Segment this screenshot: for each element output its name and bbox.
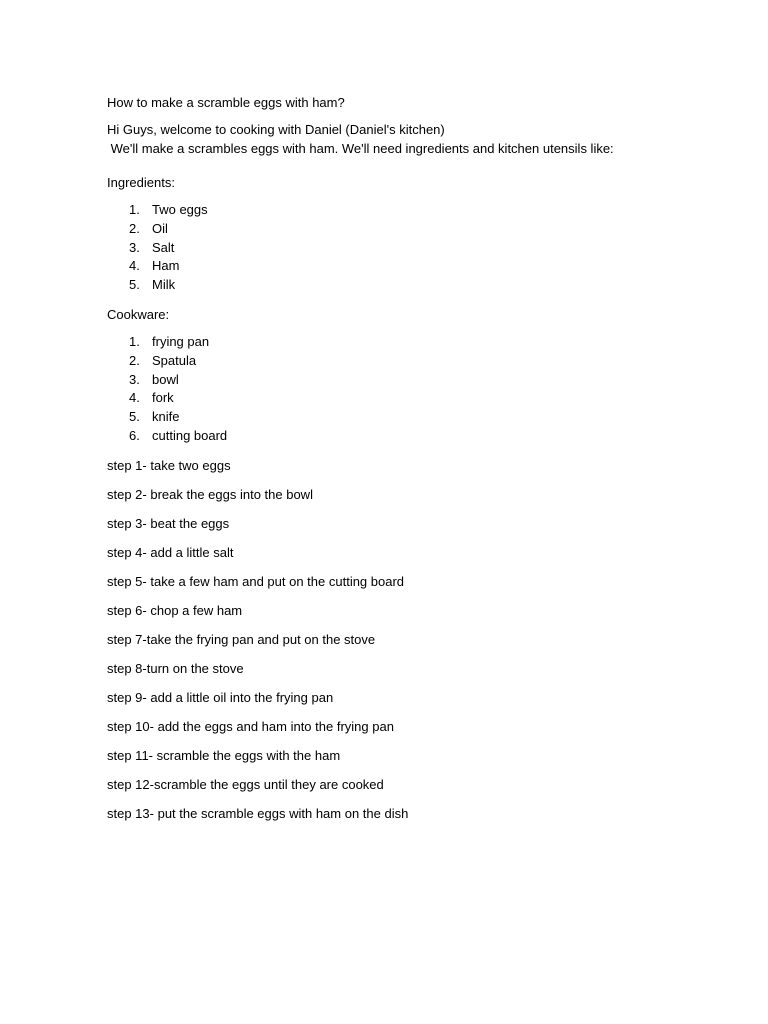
step-1: step 1- take two eggs [107, 457, 231, 473]
document-page [107, 93, 707, 833]
list-text: frying pan [152, 333, 210, 349]
document-title: How to make a scramble eggs with ham? [107, 95, 345, 110]
step-8: step 8-turn on the stove [107, 660, 244, 676]
ingredients-list [107, 201, 707, 295]
list-item [107, 352, 707, 371]
intro-line-1: Hi Guys, welcome to cooking with Daniel (Daniel's kitchen) [107, 122, 445, 137]
step-2: step 2- break the eggs into the bowl [107, 486, 313, 502]
list-number: 1. [129, 333, 140, 349]
list-text: bowl [152, 371, 179, 387]
list-number: 4. [129, 258, 140, 274]
step-7: step 7-take the frying pan and put on the stove [107, 631, 376, 647]
list-text: Spatula [152, 352, 197, 368]
list-item [107, 239, 707, 258]
step-6: step 6- chop a few ham [107, 602, 243, 618]
list-text: Ham [152, 258, 180, 274]
list-number: 3. [129, 371, 140, 387]
ingredients-heading: Ingredients: [107, 175, 175, 190]
list-text: cutting board [152, 427, 228, 443]
list-item [107, 333, 707, 352]
list-item [107, 257, 707, 276]
step-12: step 12-scramble the eggs until they are cooked [107, 776, 384, 792]
list-text: knife [152, 409, 180, 425]
list-text: Salt [152, 239, 175, 255]
list-number: 2. [129, 220, 140, 236]
cookware-heading: Cookware: [107, 306, 170, 322]
step-13: step 13- put the scramble eggs with ham on the dish [107, 805, 409, 821]
list-item [107, 220, 707, 239]
list-number: 4. [129, 390, 140, 406]
step-9: step 9- add a little oil into the frying pan [107, 689, 334, 705]
intro-line-2: We'll make a scrambles eggs with ham. We'll need ingredients and kitchen utensils like: [107, 141, 614, 156]
step-4: step 4- add a little salt [107, 544, 234, 560]
list-text: Oil [152, 220, 168, 236]
step-10: step 10- add the eggs and ham into the frying pan [107, 718, 394, 734]
list-number: 1. [129, 202, 140, 217]
list-number: 5. [129, 277, 140, 293]
list-number: 3. [129, 239, 140, 255]
list-item [107, 427, 707, 446]
list-item [107, 276, 707, 295]
cookware-list [107, 333, 707, 446]
steps-section [107, 456, 707, 823]
list-item [107, 389, 707, 408]
list-number: 5. [129, 409, 140, 425]
list-item [107, 371, 707, 390]
list-text: Milk [152, 277, 176, 293]
list-text: Two eggs [152, 202, 208, 217]
list-number: 2. [129, 352, 140, 368]
step-5: step 5- take a few ham and put on the cutting board [107, 573, 405, 589]
list-item [107, 408, 707, 427]
step-11: step 11- scramble the eggs with the ham [107, 747, 341, 763]
list-item [107, 201, 707, 220]
list-number: 6. [129, 427, 140, 443]
step-3: step 3- beat the eggs [107, 515, 230, 531]
list-text: fork [152, 390, 174, 406]
